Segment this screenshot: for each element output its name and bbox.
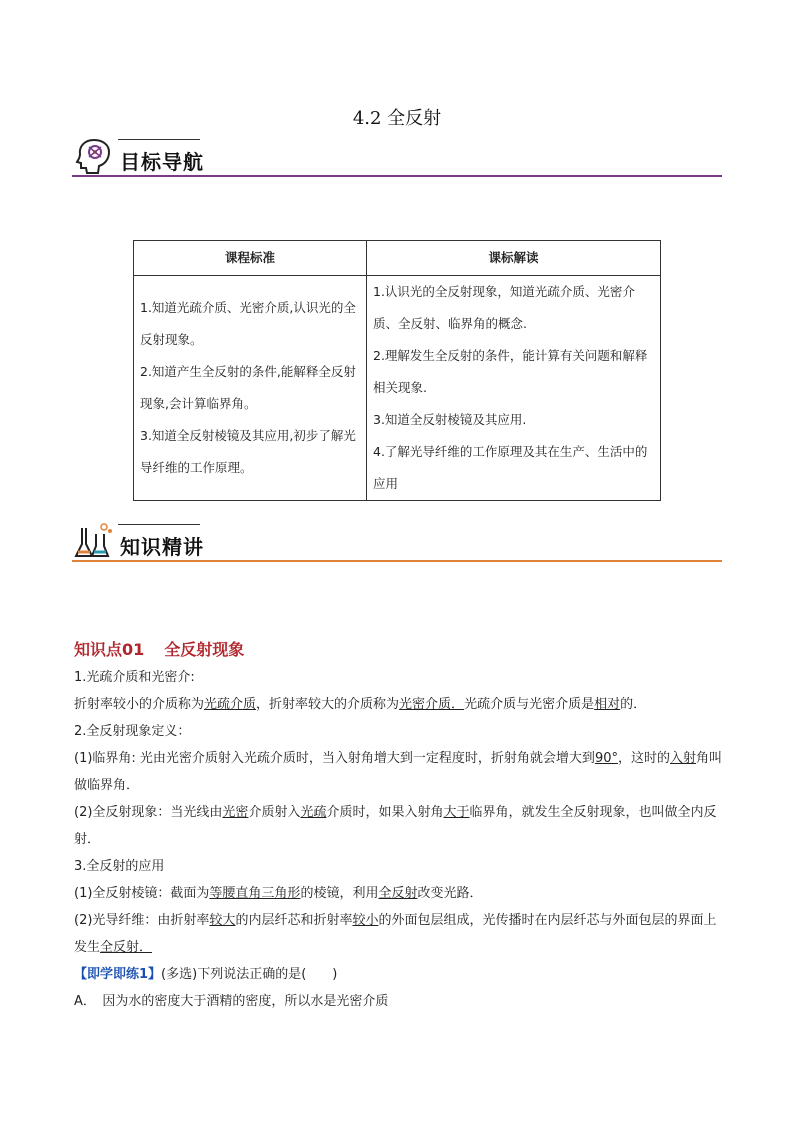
flask-icon — [74, 522, 114, 560]
curriculum-table — [133, 240, 661, 501]
standard-cell — [134, 276, 367, 501]
interpretation-item: 1.认识光的全反射现象，知道光疏介质、光密介质、全反射、临界角的概念. — [373, 284, 635, 331]
section-underline — [72, 560, 722, 562]
exercise-title: 【即学即练1】 — [74, 967, 162, 982]
interpretation-item: 2.理解发生全反射的条件，能计算有关问题和解释相关现象. — [373, 348, 648, 395]
table-header-standard: 课程标准 — [134, 241, 367, 276]
content-paragraph: (1)全反射棱镜：截面为等腰直角三角形的棱镜，利用全反射改变光路． — [74, 886, 483, 901]
header-top-line — [118, 139, 200, 140]
standard-item: 1.知道光疏介质、光密介质,认识光的全反射现象。 — [140, 300, 356, 347]
content-paragraph: (2)光导纤维：由折射率较大的内层纤芯和折射率较小的外面包层组成，光传播时在内层纤芯与外面包层的界面上发生全反射． — [74, 913, 717, 955]
brain-gear-icon — [74, 137, 114, 175]
section-underline — [72, 175, 722, 177]
knowledge-content — [74, 664, 724, 1015]
exercise-option-a: A． 因为水的密度大于酒精的密度，所以水是光密介质 — [74, 994, 389, 1009]
content-paragraph: (1)临界角: 光由光密介质射入光疏介质时，当入射角增大到一定程度时，折射角就会增大到90°，这时的入射角叫做临界角． — [74, 751, 723, 793]
content-paragraph: 折射率较小的介质称为光疏介质，折射率较大的介质称为光密介质．光疏介质与光密介质是相对的． — [74, 697, 647, 712]
standard-item: 2.知道产生全反射的条件,能解释全反射现象,会计算临界角。 — [140, 364, 356, 411]
content-heading: 2.全反射现象定义： — [74, 724, 191, 739]
page-title: 4.2 全反射 — [352, 108, 442, 129]
section-title-knowledge: 知识精讲 — [120, 535, 204, 559]
section-header-knowledge — [72, 522, 722, 562]
knowledge-point-number: 知识点01 — [74, 640, 145, 659]
header-top-line — [118, 524, 200, 525]
content-paragraph: (2)全反射现象：当光线由光密介质射入光疏介质时，如果入射角大于临界角，就发生全反射现象，也叫做全内反射． — [74, 805, 717, 847]
exercise-line — [74, 961, 724, 988]
interpretation-cell — [367, 276, 661, 501]
knowledge-point-title — [74, 637, 264, 660]
content-heading: 3.全反射的应用 — [74, 859, 165, 874]
interpretation-item: 4.了解光导纤维的工作原理及其在生产、生活中的应用 — [373, 444, 648, 491]
exercise-question: (多选)下列说法正确的是( ) — [161, 967, 338, 982]
standard-item: 3.知道全反射棱镜及其应用,初步了解光导纤维的工作原理。 — [140, 428, 356, 475]
interpretation-item: 3.知道全反射棱镜及其应用. — [373, 412, 527, 427]
section-header-goals — [72, 137, 722, 177]
table-header-interpretation: 课标解读 — [367, 241, 661, 276]
content-heading: 1.光疏介质和光密介: — [74, 670, 195, 685]
section-title-goals: 目标导航 — [120, 150, 204, 174]
knowledge-point-name: 全反射现象 — [164, 640, 245, 659]
